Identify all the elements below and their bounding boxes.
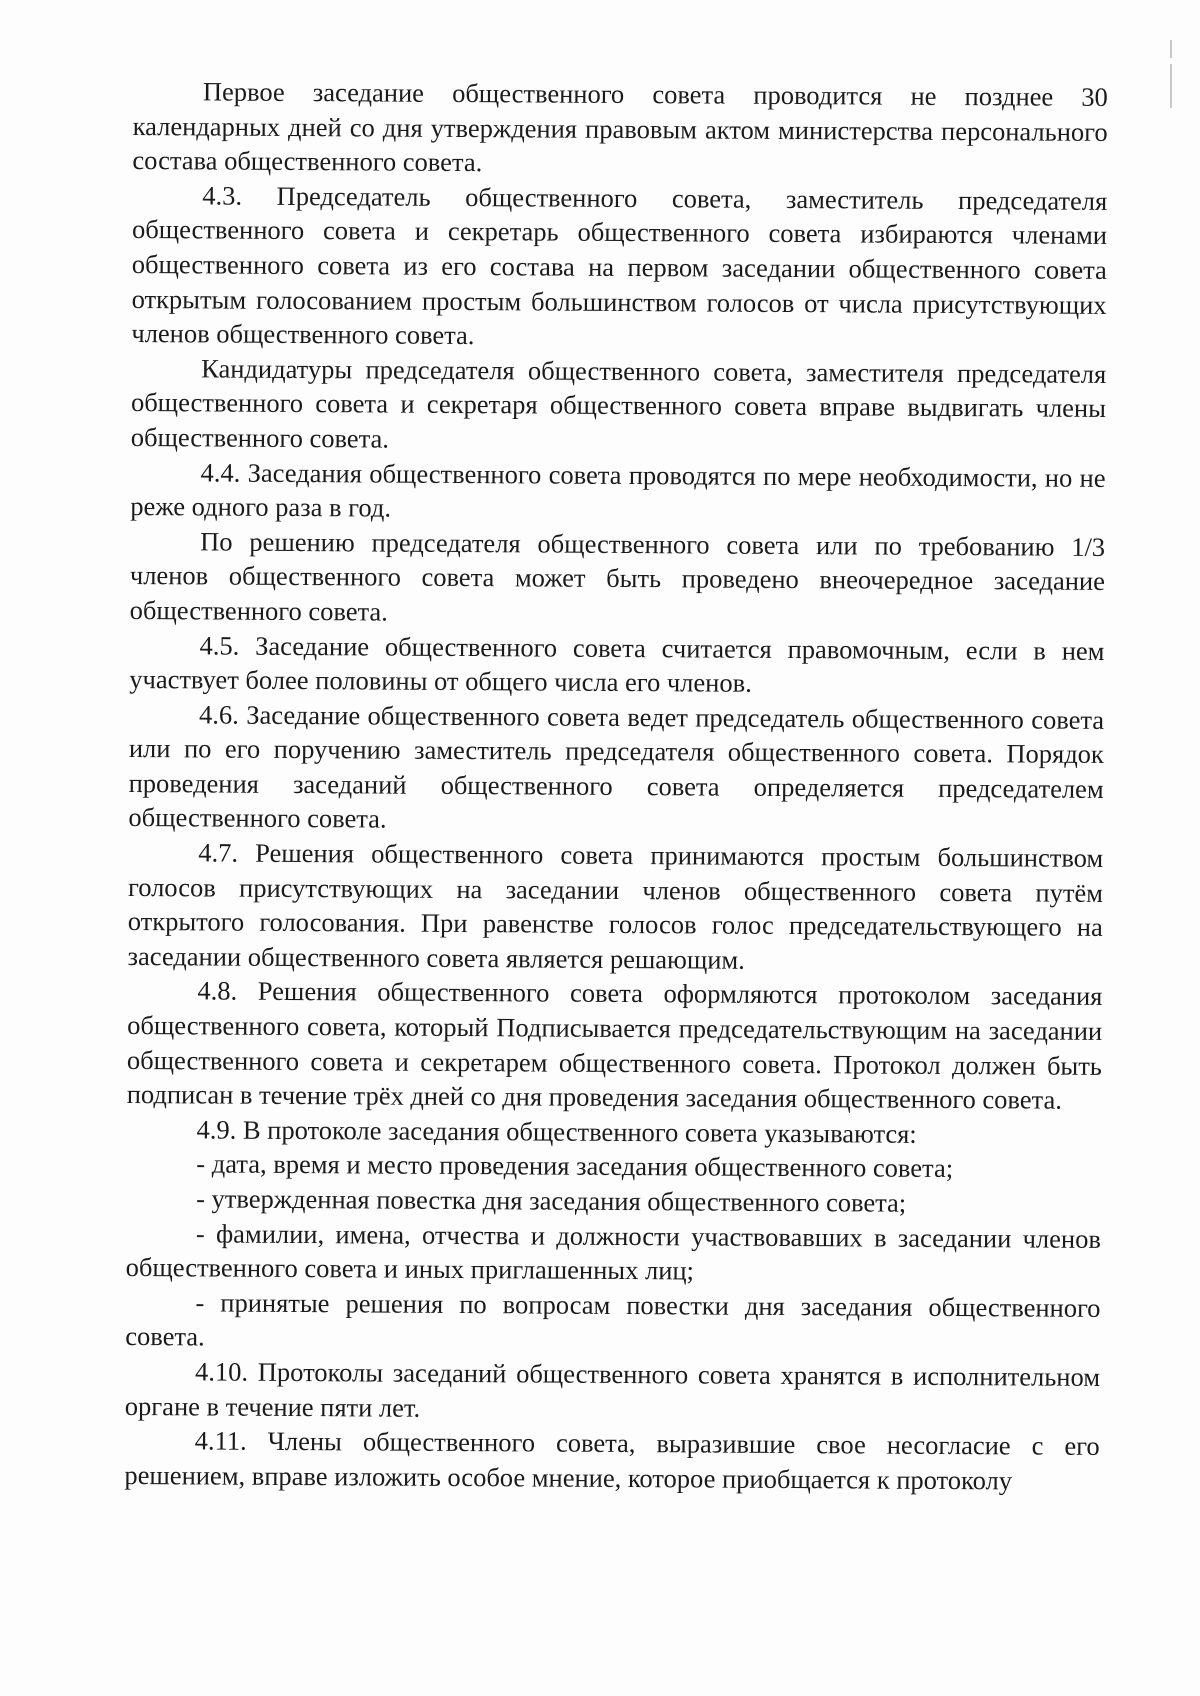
paragraph-first-meeting: Первое заседание общественного совета проводится не позднее 30 календарных дней со дня утверждения правовым актом министерства персонального состава общественного совета.	[132, 76, 1108, 178]
scan-edge-mark	[1170, 40, 1172, 58]
paragraph-4-3: 4.3. Председатель общественного совета, заместитель председателя общественного совета и секретарь общественного совета избираются членами общественного совета из его состава на первом заседании общественного совета открытым голосованием простым большинством голосов от числа присутствующих членов общественного совета.	[131, 180, 1108, 351]
list-item-decisions: - принятые решения по вопросам повестки дня заседания общественного совета.	[125, 1287, 1101, 1352]
list-item-date-time-place: - дата, время и место проведения заседания общественного совета;	[196, 1148, 954, 1184]
scan-edge-mark	[1170, 64, 1172, 108]
paragraph-4-7: 4.7. Решения общественного совета принимаются простым большинством голосов присутствующих на заседании членов общественного совета путём открытого голосования. При равенстве голосов голос председательствующего на заседании общественного совета является решающим.	[127, 837, 1104, 975]
paragraph-4-10: 4.10. Протоколы заседаний общественного совета хранятся в исполнительном органе в течение пяти лет.	[124, 1356, 1101, 1423]
list-item-agenda: - утвержденная повестка дня заседания общественного совета;	[196, 1183, 907, 1218]
paragraph-4-8: 4.8. Решения общественного совета оформляются протоколом заседания общественного совета, который Подписывается председательствующим на заседании общественного совета и секретарем общественного совета. Протокол должен быть подписан в течение трёх дней со дня проведения заседания общественного совета.	[126, 975, 1103, 1115]
document-body	[124, 74, 1108, 1498]
paragraph-4-5: 4.5. Заседание общественного совета считается правомочным, если в нем участвует более половины от общего числа его членов.	[129, 629, 1105, 698]
paragraph-candidates: Кандидатуры председателя общественного совета, заместителя председателя общественного совета и секретаря общественного совета вправе выдвигать члены общественного совета.	[130, 353, 1107, 454]
list-item-participants: - фамилии, имена, отчества и должности участвовавших в заседании членов общественного совета и иных приглашенных лиц;	[125, 1218, 1101, 1286]
paragraph-4-4: 4.4. Заседания общественного совета проводятся по мере необходимости, но не реже одного раза в год.	[130, 456, 1106, 523]
paragraph-4-9: 4.9. В протоколе заседания общественного совета указываются:	[196, 1114, 917, 1149]
paragraph-4-6: 4.6. Заседание общественного совета ведет председатель общественного совета или по его поручению заместитель председателя общественного совета. Порядок проведения заседаний общественного совета определяется председателем общественного совета.	[128, 699, 1105, 835]
paragraph-extraordinary-meeting: По решению председателя общественного совета или по требованию 1/3 членов общественного совета может быть проведено внеочередное заседание общественного совета.	[129, 526, 1106, 627]
paragraph-4-11: 4.11. Члены общественного совета, выразившие свое несогласие с его решением, вправе изложить особое мнение, которое приобщается к протоколу	[124, 1425, 1100, 1496]
